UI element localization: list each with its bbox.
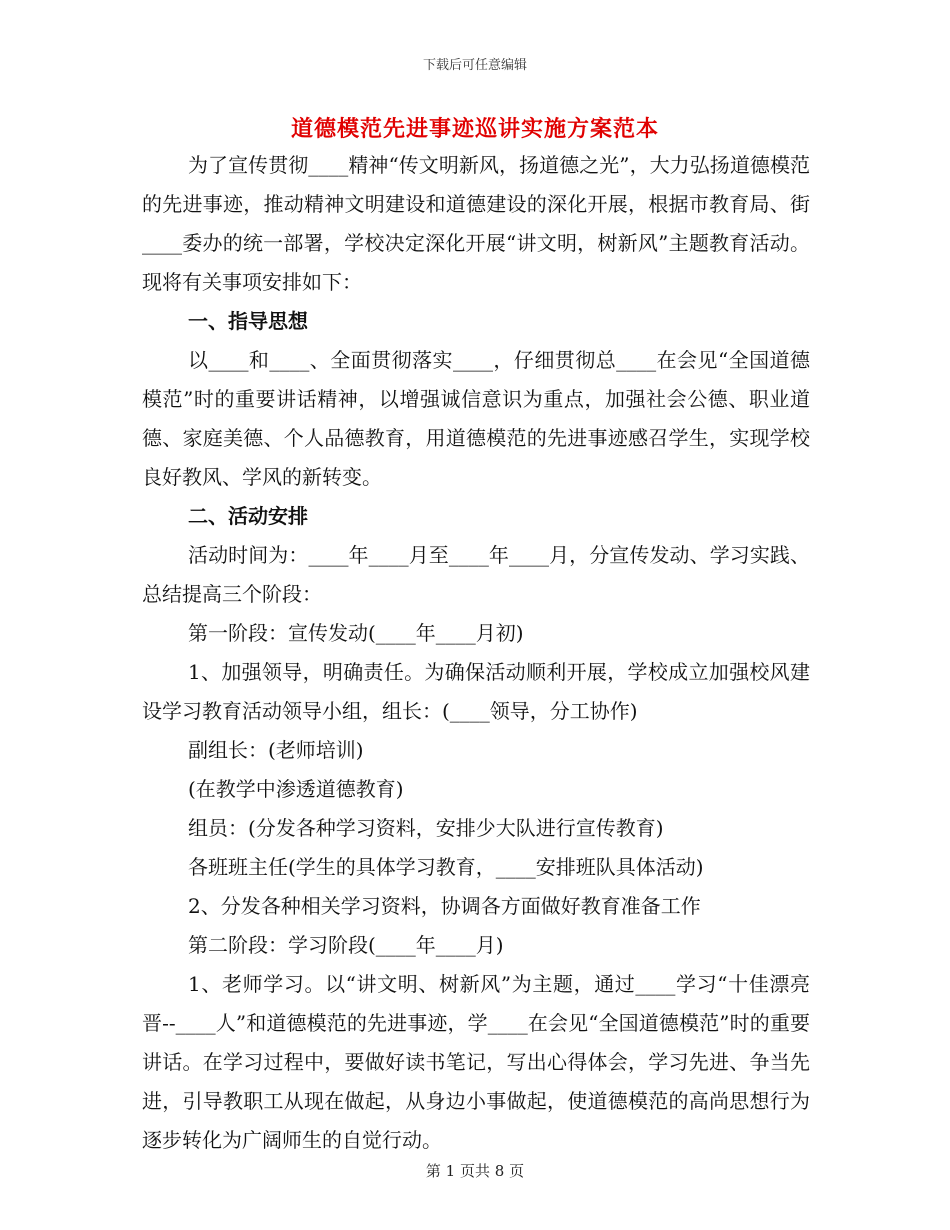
stage-one-item-2: 2、分发各种相关学习资料，协调各方面做好教育准备工作 [188, 894, 701, 918]
class-teachers-line: 各班班主任(学生的具体学习教育，____安排班队具体活动) [188, 855, 704, 879]
stage-one-item-1: 1、加强领导，明确责任。为确保活动顺利开展，学校成立加强校风建设学习教育活动领导小组，组长：(____领导，分工协作) [142, 660, 810, 723]
page-footer: 第 1 页共 8 页 [425, 1162, 525, 1180]
document-title: 道德模范先进事迹巡讲实施方案范本 [290, 116, 659, 142]
section-heading-guiding-ideology: 一、指导思想 [188, 309, 308, 333]
section-heading-activity-arrangement: 二、活动安排 [188, 504, 308, 528]
stage-two-item-1: 1、老师学习。以“讲文明、树新风”为主题，通过____学习“十佳漂亮晋--____人”和道德模范的先进事迹，学____在会见“全国道德模范”时的重要讲话。在学习过程中，要做好读书笔记，写出心得体会，学习先进、争当先进，引导教职工从现在做起，从身边小事做起，使道德模范的高尚思想行为逐步转化为广阔师生的自觉行动。 [142, 972, 810, 1152]
stage-two-heading: 第二阶段：学习阶段(____年____月) [188, 933, 504, 957]
stage-one-heading: 第一阶段：宣传发动(____年____月初) [188, 621, 524, 645]
header-note: 下载后可任意编辑 [422, 58, 527, 73]
moral-education-line: (在教学中渗透道德教育) [188, 777, 404, 801]
guiding-ideology-paragraph: 以____和____、全面贯彻落实____，仔细贯彻总____在会见“全国道德模范”时的重要讲话精神，以增强诚信意识为重点，加强社会公德、职业道德、家庭美德、个人品德教育，用道德模范的先进事迹感召学生，实现学校良好教风、学风的新转变。 [142, 348, 810, 489]
members-line: 组员：(分发各种学习资料，安排少大队进行宣传教育) [188, 816, 664, 840]
vice-leader-line: 副组长：(老师培训) [188, 738, 364, 762]
intro-paragraph: 为了宣传贯彻____精神“传文明新风，扬道德之光”，大力弘扬道德模范的先进事迹，推动精神文明建设和道德建设的深化开展，根据市教育局、街____委办的统一部署，学校决定深化开展“讲文明，树新风”主题教育活动。现将有关事项安排如下： [142, 153, 810, 294]
activity-time-paragraph: 活动时间为：____年____月至____年____月，分宣传发动、学习实践、总结提高三个阶段： [142, 543, 810, 606]
document-body [142, 146, 810, 1160]
